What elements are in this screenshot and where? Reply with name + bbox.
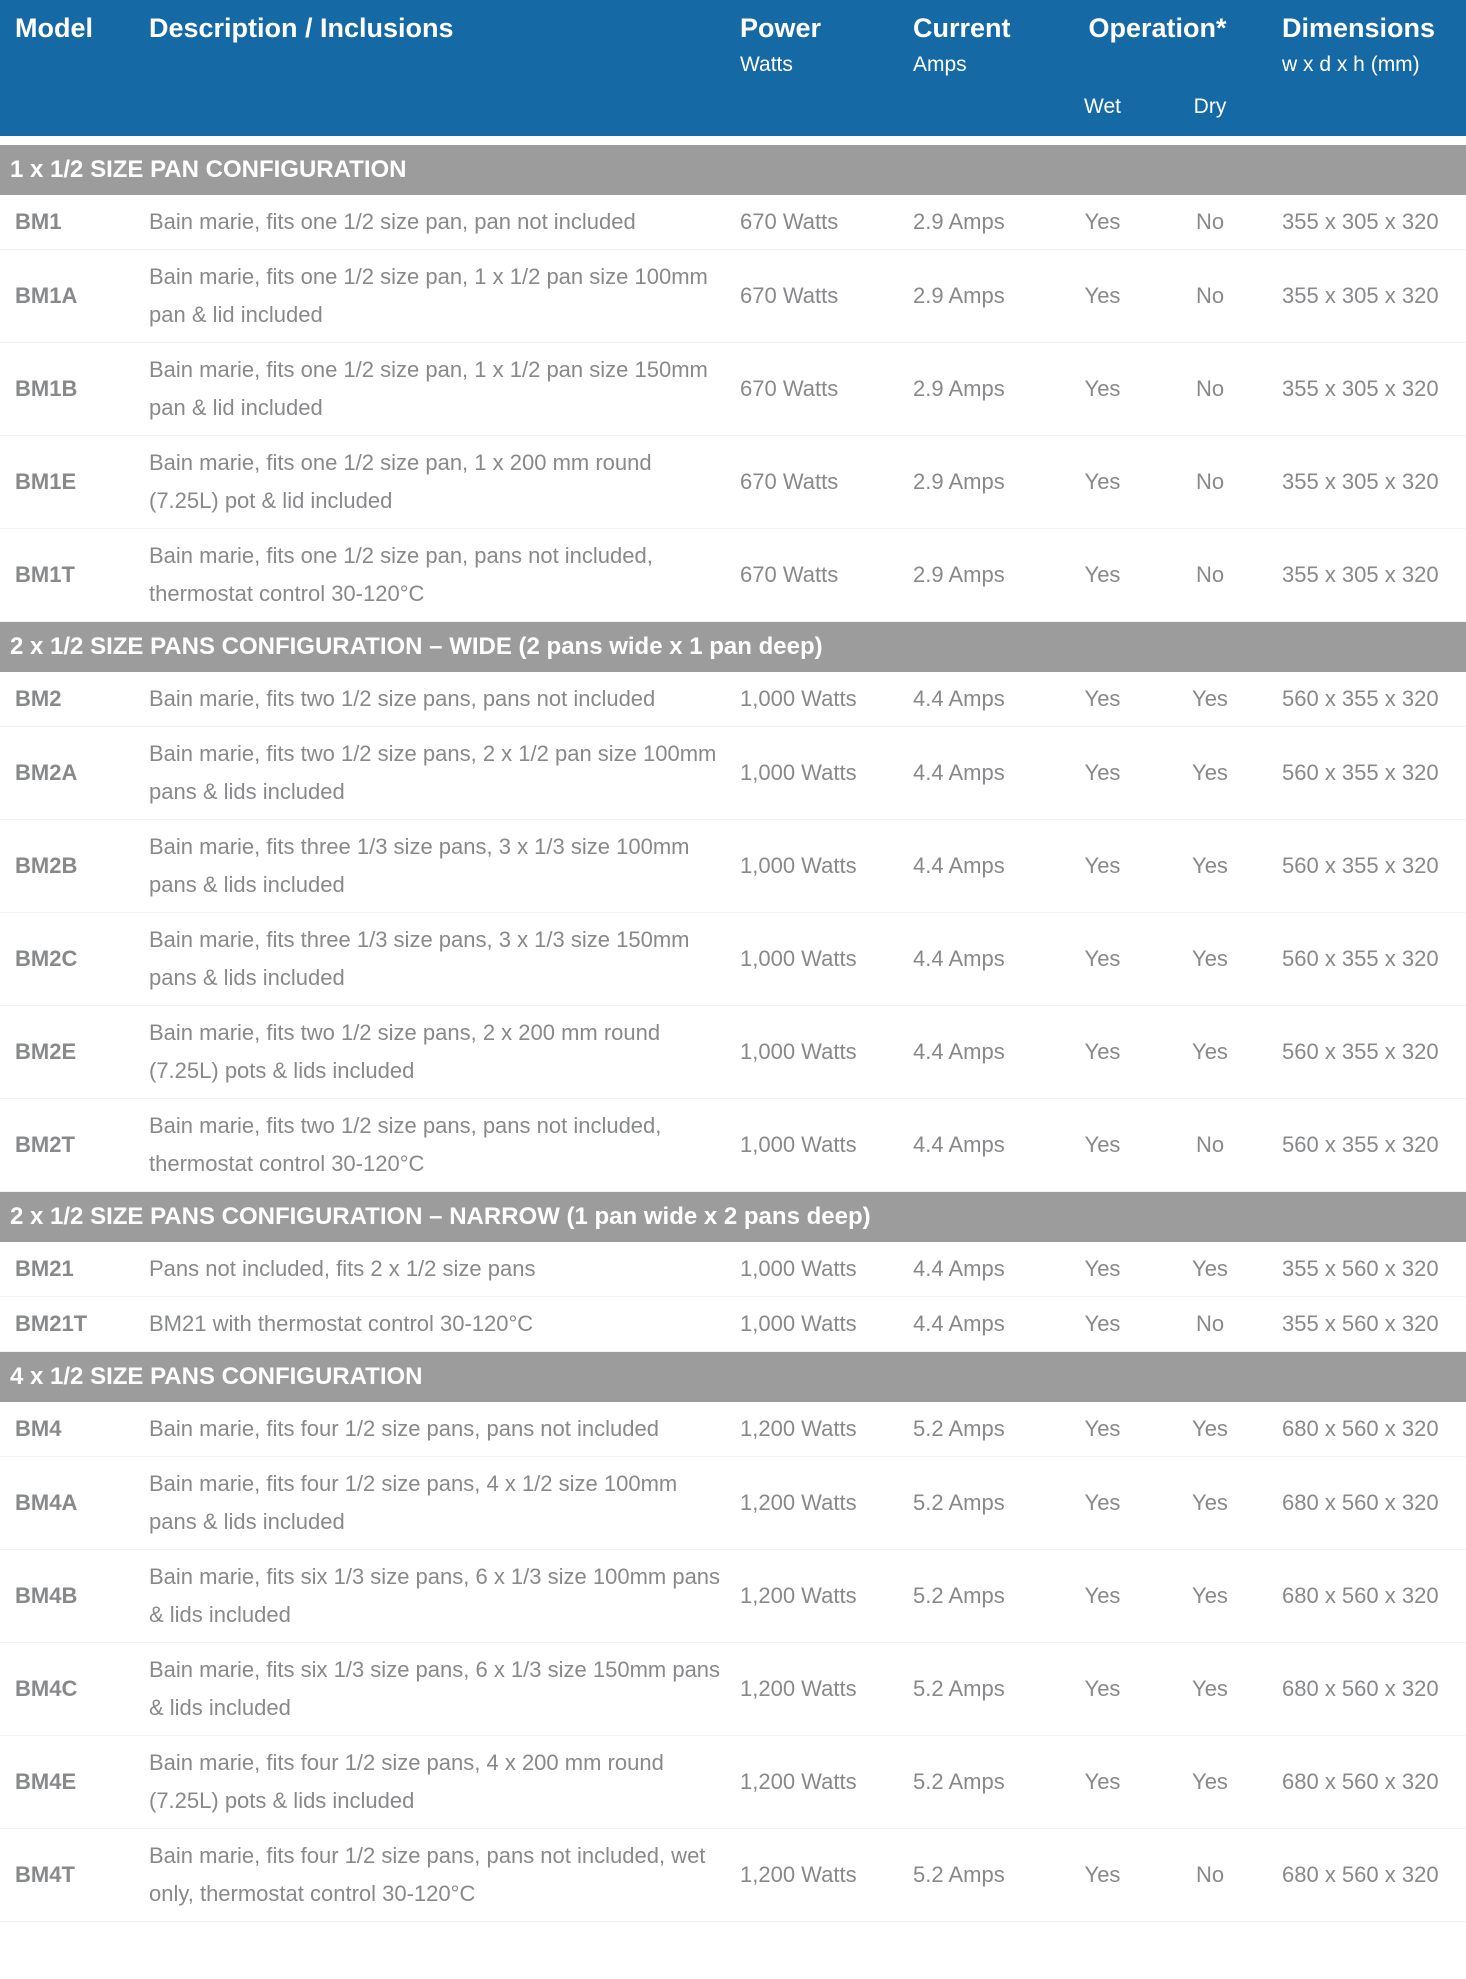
table-row xyxy=(0,343,1466,436)
column-subheader-power-empty xyxy=(730,86,900,136)
dry-operation-cell: No xyxy=(1155,436,1265,529)
current-cell: 2.9 Amps xyxy=(900,529,1050,622)
section-header-row xyxy=(0,1352,1466,1403)
dry-operation-cell: Yes xyxy=(1155,1242,1265,1297)
table-row xyxy=(0,1099,1466,1192)
wet-operation-cell: Yes xyxy=(1050,1643,1155,1736)
section-header-row xyxy=(0,622,1466,673)
section-title: 2 x 1/2 SIZE PANS CONFIGURATION – NARROW (1 pan wide x 2 pans deep) xyxy=(0,1192,1466,1243)
table-row xyxy=(0,1829,1466,1922)
dry-operation-cell: Yes xyxy=(1155,1643,1265,1736)
wet-operation-cell: Yes xyxy=(1050,436,1155,529)
dry-operation-cell: Yes xyxy=(1155,820,1265,913)
current-cell: 2.9 Amps xyxy=(900,250,1050,343)
column-subheader-operation-empty xyxy=(1050,48,1265,86)
column-header-power: Power xyxy=(730,0,900,48)
dimensions-cell: 680 x 560 x 320 xyxy=(1265,1736,1466,1829)
dry-operation-cell: No xyxy=(1155,1099,1265,1192)
table-body xyxy=(0,136,1466,1922)
dimensions-cell: 355 x 305 x 320 xyxy=(1265,529,1466,622)
table-row xyxy=(0,727,1466,820)
table-row xyxy=(0,1550,1466,1643)
dry-operation-cell: Yes xyxy=(1155,672,1265,727)
column-header-current: Current xyxy=(900,0,1050,48)
dimensions-cell: 355 x 305 x 320 xyxy=(1265,195,1466,250)
dimensions-cell: 680 x 560 x 320 xyxy=(1265,1457,1466,1550)
current-cell: 2.9 Amps xyxy=(900,436,1050,529)
current-cell: 5.2 Amps xyxy=(900,1829,1050,1922)
column-subheader-current-empty xyxy=(900,86,1050,136)
power-cell: 1,000 Watts xyxy=(730,913,900,1006)
table-row xyxy=(0,195,1466,250)
dimensions-cell: 560 x 355 x 320 xyxy=(1265,1006,1466,1099)
wet-operation-cell: Yes xyxy=(1050,1736,1155,1829)
dimensions-cell: 680 x 560 x 320 xyxy=(1265,1829,1466,1922)
column-subheader-watts: Watts xyxy=(730,48,900,86)
dry-operation-cell: No xyxy=(1155,250,1265,343)
dry-operation-cell: Yes xyxy=(1155,1006,1265,1099)
power-cell: 1,000 Watts xyxy=(730,1297,900,1352)
current-cell: 5.2 Amps xyxy=(900,1402,1050,1457)
column-subheader-dimensions: w x d x h (mm) xyxy=(1265,48,1466,86)
wet-operation-cell: Yes xyxy=(1050,529,1155,622)
wet-operation-cell: Yes xyxy=(1050,913,1155,1006)
current-cell: 4.4 Amps xyxy=(900,1099,1050,1192)
wet-operation-cell: Yes xyxy=(1050,672,1155,727)
table-header xyxy=(0,0,1466,136)
wet-operation-cell: Yes xyxy=(1050,1550,1155,1643)
power-cell: 1,000 Watts xyxy=(730,672,900,727)
description-cell: Bain marie, fits four 1/2 size pans, 4 x 200 mm round (7.25L) pots & lids included xyxy=(140,1736,730,1829)
description-cell: BM21 with thermostat control 30-120°C xyxy=(140,1297,730,1352)
model-cell: BM2B xyxy=(0,820,140,913)
table-row xyxy=(0,1402,1466,1457)
model-cell: BM1E xyxy=(0,436,140,529)
dimensions-cell: 560 x 355 x 320 xyxy=(1265,820,1466,913)
dimensions-cell: 355 x 305 x 320 xyxy=(1265,250,1466,343)
description-cell: Bain marie, fits four 1/2 size pans, pans not included, wet only, thermostat control 30-120°C xyxy=(140,1829,730,1922)
dimensions-cell: 680 x 560 x 320 xyxy=(1265,1402,1466,1457)
power-cell: 1,000 Watts xyxy=(730,1242,900,1297)
section-title: 2 x 1/2 SIZE PANS CONFIGURATION – WIDE (2 pans wide x 1 pan deep) xyxy=(0,622,1466,673)
wet-operation-cell: Yes xyxy=(1050,820,1155,913)
dry-operation-cell: No xyxy=(1155,529,1265,622)
table-row xyxy=(0,1297,1466,1352)
current-cell: 5.2 Amps xyxy=(900,1550,1050,1643)
model-cell: BM2C xyxy=(0,913,140,1006)
description-cell: Bain marie, fits four 1/2 size pans, 4 x 1/2 size 100mm pans & lids included xyxy=(140,1457,730,1550)
current-cell: 2.9 Amps xyxy=(900,195,1050,250)
power-cell: 670 Watts xyxy=(730,436,900,529)
section-header-row xyxy=(0,1192,1466,1243)
dimensions-cell: 680 x 560 x 320 xyxy=(1265,1550,1466,1643)
dry-operation-cell: Yes xyxy=(1155,1736,1265,1829)
wet-operation-cell: Yes xyxy=(1050,343,1155,436)
current-cell: 4.4 Amps xyxy=(900,820,1050,913)
current-cell: 2.9 Amps xyxy=(900,343,1050,436)
column-header-dimensions: Dimensions xyxy=(1265,0,1466,48)
wet-operation-cell: Yes xyxy=(1050,1402,1155,1457)
wet-operation-cell: Yes xyxy=(1050,1457,1155,1550)
wet-operation-cell: Yes xyxy=(1050,1242,1155,1297)
description-cell: Bain marie, fits two 1/2 size pans, pans not included xyxy=(140,672,730,727)
model-cell: BM21 xyxy=(0,1242,140,1297)
dimensions-cell: 355 x 305 x 320 xyxy=(1265,436,1466,529)
wet-operation-cell: Yes xyxy=(1050,195,1155,250)
section-title: 4 x 1/2 SIZE PANS CONFIGURATION xyxy=(0,1352,1466,1403)
power-cell: 1,000 Watts xyxy=(730,1006,900,1099)
description-cell: Bain marie, fits six 1/3 size pans, 6 x 1/3 size 150mm pans & lids included xyxy=(140,1643,730,1736)
dry-operation-cell: Yes xyxy=(1155,913,1265,1006)
description-cell: Bain marie, fits three 1/3 size pans, 3 x 1/3 size 150mm pans & lids included xyxy=(140,913,730,1006)
model-cell: BM21T xyxy=(0,1297,140,1352)
table-row xyxy=(0,1457,1466,1550)
description-cell: Bain marie, fits one 1/2 size pan, 1 x 200 mm round (7.25L) pot & lid included xyxy=(140,436,730,529)
dry-operation-cell: No xyxy=(1155,343,1265,436)
dry-operation-cell: Yes xyxy=(1155,1550,1265,1643)
model-cell: BM4 xyxy=(0,1402,140,1457)
power-cell: 1,200 Watts xyxy=(730,1457,900,1550)
model-cell: BM4E xyxy=(0,1736,140,1829)
current-cell: 5.2 Amps xyxy=(900,1643,1050,1736)
dry-operation-cell: No xyxy=(1155,1297,1265,1352)
table-row xyxy=(0,1736,1466,1829)
current-cell: 4.4 Amps xyxy=(900,1242,1050,1297)
table-row xyxy=(0,529,1466,622)
column-header-operation: Operation* xyxy=(1050,0,1265,48)
dimensions-cell: 355 x 560 x 320 xyxy=(1265,1242,1466,1297)
current-cell: 4.4 Amps xyxy=(900,672,1050,727)
table-row xyxy=(0,1006,1466,1099)
table-row xyxy=(0,250,1466,343)
description-cell: Pans not included, fits 2 x 1/2 size pans xyxy=(140,1242,730,1297)
wet-operation-cell: Yes xyxy=(1050,1006,1155,1099)
power-cell: 1,000 Watts xyxy=(730,727,900,820)
column-header-model: Model xyxy=(0,0,140,136)
column-subheader-wet: Wet xyxy=(1050,86,1155,136)
model-cell: BM2A xyxy=(0,727,140,820)
dry-operation-cell: No xyxy=(1155,1829,1265,1922)
power-cell: 1,000 Watts xyxy=(730,1099,900,1192)
power-cell: 670 Watts xyxy=(730,250,900,343)
description-cell: Bain marie, fits two 1/2 size pans, 2 x 200 mm round (7.25L) pots & lids included xyxy=(140,1006,730,1099)
table-row xyxy=(0,436,1466,529)
description-cell: Bain marie, fits four 1/2 size pans, pans not included xyxy=(140,1402,730,1457)
model-cell: BM1 xyxy=(0,195,140,250)
table-row xyxy=(0,1242,1466,1297)
description-cell: Bain marie, fits one 1/2 size pan, pan not included xyxy=(140,195,730,250)
wet-operation-cell: Yes xyxy=(1050,1297,1155,1352)
column-subheader-amps: Amps xyxy=(900,48,1050,86)
power-cell: 1,200 Watts xyxy=(730,1402,900,1457)
table-row xyxy=(0,1643,1466,1736)
current-cell: 4.4 Amps xyxy=(900,727,1050,820)
model-cell: BM4B xyxy=(0,1550,140,1643)
column-subheader-dry: Dry xyxy=(1155,86,1265,136)
wet-operation-cell: Yes xyxy=(1050,250,1155,343)
table-row xyxy=(0,820,1466,913)
description-cell: Bain marie, fits one 1/2 size pan, 1 x 1/2 pan size 150mm pan & lid included xyxy=(140,343,730,436)
dimensions-cell: 355 x 305 x 320 xyxy=(1265,343,1466,436)
dry-operation-cell: No xyxy=(1155,195,1265,250)
power-cell: 670 Watts xyxy=(730,195,900,250)
dimensions-cell: 680 x 560 x 320 xyxy=(1265,1643,1466,1736)
current-cell: 5.2 Amps xyxy=(900,1736,1050,1829)
description-cell: Bain marie, fits two 1/2 size pans, 2 x 1/2 pan size 100mm pans & lids included xyxy=(140,727,730,820)
power-cell: 1,200 Watts xyxy=(730,1643,900,1736)
description-cell: Bain marie, fits one 1/2 size pan, 1 x 1/2 pan size 100mm pan & lid included xyxy=(140,250,730,343)
model-cell: BM2 xyxy=(0,672,140,727)
power-cell: 1,200 Watts xyxy=(730,1550,900,1643)
model-cell: BM1A xyxy=(0,250,140,343)
dry-operation-cell: Yes xyxy=(1155,727,1265,820)
model-cell: BM1T xyxy=(0,529,140,622)
dimensions-cell: 560 x 355 x 320 xyxy=(1265,913,1466,1006)
column-subheader-dims-empty xyxy=(1265,86,1466,136)
dimensions-cell: 560 x 355 x 320 xyxy=(1265,672,1466,727)
model-cell: BM4A xyxy=(0,1457,140,1550)
dimensions-cell: 355 x 560 x 320 xyxy=(1265,1297,1466,1352)
section-title: 1 x 1/2 SIZE PAN CONFIGURATION xyxy=(0,145,1466,195)
dimensions-cell: 560 x 355 x 320 xyxy=(1265,727,1466,820)
table-row xyxy=(0,913,1466,1006)
dry-operation-cell: Yes xyxy=(1155,1457,1265,1550)
dimensions-cell: 560 x 355 x 320 xyxy=(1265,1099,1466,1192)
description-cell: Bain marie, fits six 1/3 size pans, 6 x 1/3 size 100mm pans & lids included xyxy=(140,1550,730,1643)
description-cell: Bain marie, fits one 1/2 size pan, pans not included, thermostat control 30-120°C xyxy=(140,529,730,622)
header-gap xyxy=(0,136,1466,145)
wet-operation-cell: Yes xyxy=(1050,727,1155,820)
power-cell: 1,200 Watts xyxy=(730,1829,900,1922)
power-cell: 670 Watts xyxy=(730,343,900,436)
column-header-description: Description / Inclusions xyxy=(140,0,730,136)
model-cell: BM2T xyxy=(0,1099,140,1192)
section-header-row xyxy=(0,145,1466,195)
wet-operation-cell: Yes xyxy=(1050,1099,1155,1192)
power-cell: 670 Watts xyxy=(730,529,900,622)
dry-operation-cell: Yes xyxy=(1155,1402,1265,1457)
model-cell: BM4T xyxy=(0,1829,140,1922)
power-cell: 1,200 Watts xyxy=(730,1736,900,1829)
model-cell: BM2E xyxy=(0,1006,140,1099)
current-cell: 4.4 Amps xyxy=(900,1006,1050,1099)
model-cell: BM1B xyxy=(0,343,140,436)
description-cell: Bain marie, fits three 1/3 size pans, 3 x 1/3 size 100mm pans & lids included xyxy=(140,820,730,913)
wet-operation-cell: Yes xyxy=(1050,1829,1155,1922)
table-row xyxy=(0,672,1466,727)
power-cell: 1,000 Watts xyxy=(730,820,900,913)
current-cell: 4.4 Amps xyxy=(900,913,1050,1006)
description-cell: Bain marie, fits two 1/2 size pans, pans not included, thermostat control 30-120°C xyxy=(140,1099,730,1192)
current-cell: 5.2 Amps xyxy=(900,1457,1050,1550)
model-cell: BM4C xyxy=(0,1643,140,1736)
current-cell: 4.4 Amps xyxy=(900,1297,1050,1352)
